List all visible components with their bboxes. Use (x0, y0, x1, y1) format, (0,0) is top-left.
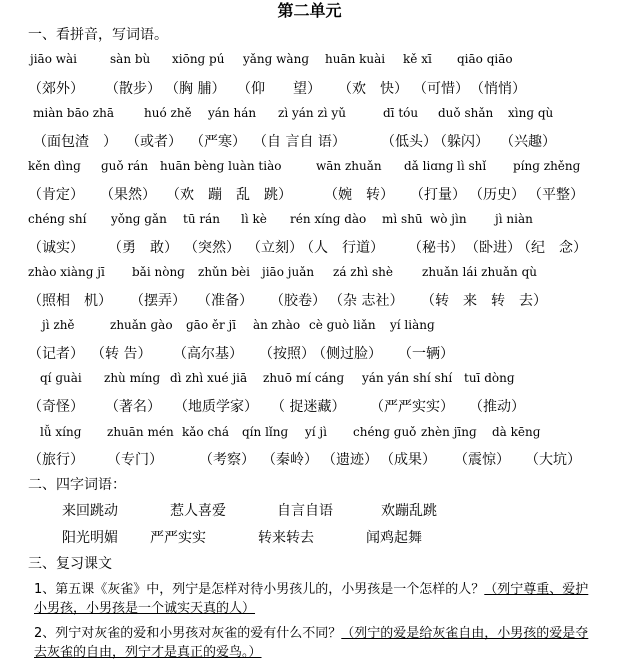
idiom-item: 欢蹦乱跳 (381, 503, 437, 519)
pinyin-row (0, 106, 619, 128)
pinyin-item: yán yán shí shí (362, 371, 453, 385)
idiom-item: 转来转去 (258, 530, 314, 546)
pinyin-row (0, 265, 619, 287)
pinyin-item: ɡuǒ rán (101, 159, 149, 173)
pinyin-item: zhuō mí cánɡ (263, 371, 345, 385)
pinyin-item: qí ɡuài (40, 371, 82, 385)
word-item: （兴趣） (500, 134, 556, 150)
idiom-item: 阳光明媚 (62, 530, 118, 546)
question-text: 2、列宁对灰雀的爱和小男孩对灰雀的爱有什么不同？ (34, 626, 342, 641)
pinyin-item: jì niàn (495, 212, 533, 226)
pinyin-row (0, 212, 619, 234)
word-item: （震惊） (454, 452, 510, 468)
pinyin-item: huān kuài (325, 52, 386, 66)
pinyin-item: jiāo wài (30, 52, 78, 66)
pinyin-item: chénɡ ɡuǒ (353, 425, 417, 439)
answer-text: （列宁的爱是给灰雀自由，小男孩的爱是夺去灰雀的自由，列宁才是真正的爱鸟。） (34, 626, 589, 660)
word-item: （成果） (380, 452, 436, 468)
idiom-item: 闻鸡起舞 (366, 530, 422, 546)
pinyin-item: yí liànɡ (390, 318, 435, 332)
word-item: （高尔基） (173, 346, 243, 362)
review-question-2 (34, 624, 594, 662)
word-row (0, 78, 619, 100)
word-item: （严严实实） (370, 399, 454, 415)
word-item: （散步） (105, 81, 161, 97)
word-item: （ 捉迷藏） (271, 399, 346, 415)
word-item: （卧进） (465, 240, 521, 256)
word-item: （可惜） (413, 81, 469, 97)
pinyin-item: lì shǐ (457, 159, 487, 173)
pinyin-item: zhào xiànɡ jī (28, 265, 105, 279)
word-item: （转 告） (91, 346, 152, 362)
word-item: （旅行） (28, 452, 84, 468)
word-item: （低头） (381, 134, 437, 150)
word-row (0, 290, 619, 312)
word-item: （诚实） (28, 240, 84, 256)
pinyin-item: duǒ shǎn (438, 106, 494, 120)
section-heading-pinyin: 一、看拼音，写词语。 (28, 27, 168, 43)
pinyin-item: kěn dìnɡ (28, 159, 81, 173)
question-text: 1、第五课《灰雀》中，列宁是怎样对待小男孩儿的，小男孩是一个怎样的人？ (34, 582, 485, 597)
pinyin-item: yán hán (208, 106, 257, 120)
word-row (0, 343, 619, 365)
section-heading-review: 三、复习课文 (28, 556, 112, 572)
pinyin-item: wò jìn (430, 212, 467, 226)
word-item: （地质学家） (174, 399, 258, 415)
word-item: （按照） (259, 346, 315, 362)
pinyin-item: qín lǐnɡ (242, 425, 289, 439)
pinyin-item: kǎo chá (182, 425, 230, 439)
word-item: （杂 志社） (329, 293, 404, 309)
word-item: （记者） (28, 346, 84, 362)
idiom-item: 自言自语 (277, 503, 333, 519)
word-row (0, 237, 619, 259)
pinyin-item: sàn bù (110, 52, 151, 66)
pinyin-item: zhuǎn lái zhuǎn qù (422, 265, 538, 279)
pinyin-item: zhuān mén (107, 425, 174, 439)
word-item: （勇 敢） (108, 240, 178, 256)
word-item: （突然） (184, 240, 240, 256)
word-item: （面包渣 ） (33, 134, 117, 150)
word-row (0, 131, 619, 153)
review-question-1 (34, 580, 594, 618)
pinyin-item: àn zhào (253, 318, 301, 332)
word-item: （悄悄） (470, 81, 526, 97)
word-item: （著名） (105, 399, 161, 415)
pinyin-item: bǎi nònɡ (132, 265, 185, 279)
pinyin-item: rén xínɡ dào (290, 212, 367, 226)
word-item: （奇怪） (28, 399, 84, 415)
pinyin-item: mì shū (382, 212, 423, 226)
pinyin-row (0, 425, 619, 447)
pinyin-item: yǒnɡ ɡǎn (111, 212, 167, 226)
word-item: （侧过脸） (312, 346, 382, 362)
word-row (0, 184, 619, 206)
pinyin-item: qiāo qiāo (457, 52, 513, 66)
pinyin-item: yǎnɡ wànɡ (243, 52, 309, 66)
word-item: （照相 机） (28, 293, 112, 309)
pinyin-item: kě xī (403, 52, 432, 66)
word-item: （遗迹） (322, 452, 378, 468)
pinyin-item: lì kè (241, 212, 267, 226)
idiom-item: 严严实实 (150, 530, 206, 546)
idiom-item: 惹人喜爱 (170, 503, 226, 519)
pinyin-row (0, 52, 619, 74)
word-item: （准备） (197, 293, 253, 309)
word-item: （一辆） (398, 346, 454, 362)
word-item: （人 行道） (300, 240, 384, 256)
pinyin-item: cè ɡuò liǎn (309, 318, 376, 332)
pinyin-item: huó zhě (144, 106, 192, 120)
pinyin-row (0, 371, 619, 393)
word-item: （立刻） (247, 240, 303, 256)
word-item: （打量） (410, 187, 466, 203)
answer-text: （列宁尊重、爱护小男孩，小男孩是一个诚实天真的人） (34, 582, 589, 616)
pinyin-item: dì zhì xué jiā (170, 371, 248, 385)
pinyin-item: dī tóu (383, 106, 419, 120)
word-item: （摆弄） (130, 293, 186, 309)
word-item: （欢 蹦 乱 跳） (166, 187, 292, 203)
pinyin-item: dǎ liɑnɡ (404, 159, 454, 173)
pinyin-item: pínɡ zhěnɡ (513, 159, 581, 173)
pinyin-item: tuī dònɡ (464, 371, 515, 385)
pinyin-item: lǚ xínɡ (40, 425, 82, 439)
word-item: （大坑） (525, 452, 581, 468)
pinyin-item: chénɡ shí (28, 212, 87, 226)
pinyin-item: zhuǎn ɡào (110, 318, 173, 332)
pinyin-row (0, 159, 619, 181)
pinyin-item: zì yán zì yǔ (278, 106, 346, 120)
word-item: （严寒） (190, 134, 246, 150)
pinyin-item: xìnɡ qù (508, 106, 554, 120)
section-heading-idioms: 二、四字词语： (28, 477, 126, 493)
word-item: （仰 望） (237, 81, 321, 97)
word-item: （平整） (528, 187, 584, 203)
word-item: （郊外） (28, 81, 84, 97)
pinyin-item: dà kēnɡ (492, 425, 541, 439)
word-item: （秘书） (408, 240, 464, 256)
word-item: （肯定） (28, 187, 84, 203)
word-item: （转 来 转 去） (421, 293, 547, 309)
pinyin-item: tū rán (183, 212, 220, 226)
word-item: （欢 快） (338, 81, 408, 97)
pinyin-item: huān bènɡ luàn tiào (160, 159, 282, 173)
word-item: （纪 念） (517, 240, 587, 256)
pinyin-item: zhèn jīnɡ (421, 425, 477, 439)
word-item: （专门） (107, 452, 163, 468)
idiom-item: 来回跳动 (62, 503, 118, 519)
pinyin-item: yí jì (305, 425, 327, 439)
word-item: （果然） (100, 187, 156, 203)
pinyin-row (0, 318, 619, 340)
pinyin-item: jiāo juǎn (262, 265, 315, 279)
pinyin-item: jì zhě (42, 318, 75, 332)
word-item: （秦岭） (262, 452, 318, 468)
pinyin-item: xiōnɡ pú (172, 52, 225, 66)
word-item: （推动） (469, 399, 525, 415)
word-row (0, 396, 619, 418)
word-item: （躲闪） (433, 134, 489, 150)
word-item: （历史） (469, 187, 525, 203)
pinyin-item: ɡāo ěr jī (186, 318, 237, 332)
word-item: （胸 脯） (165, 81, 226, 97)
pinyin-item: wān zhuǎn (316, 159, 382, 173)
word-item: （胶卷） (270, 293, 326, 309)
pinyin-item: zhù mínɡ (104, 371, 161, 385)
word-item: （自 言自 语） (253, 134, 346, 150)
pinyin-item: zá zhì shè (333, 265, 393, 279)
page-title: 第二单元 (277, 1, 342, 20)
word-item: （或者） (126, 134, 182, 150)
word-item: （考察） (199, 452, 255, 468)
pinyin-item: miàn bāo zhā (33, 106, 114, 120)
word-row (0, 449, 619, 471)
pinyin-item: zhǔn bèi (198, 265, 250, 279)
word-item: （婉 转） (324, 187, 394, 203)
